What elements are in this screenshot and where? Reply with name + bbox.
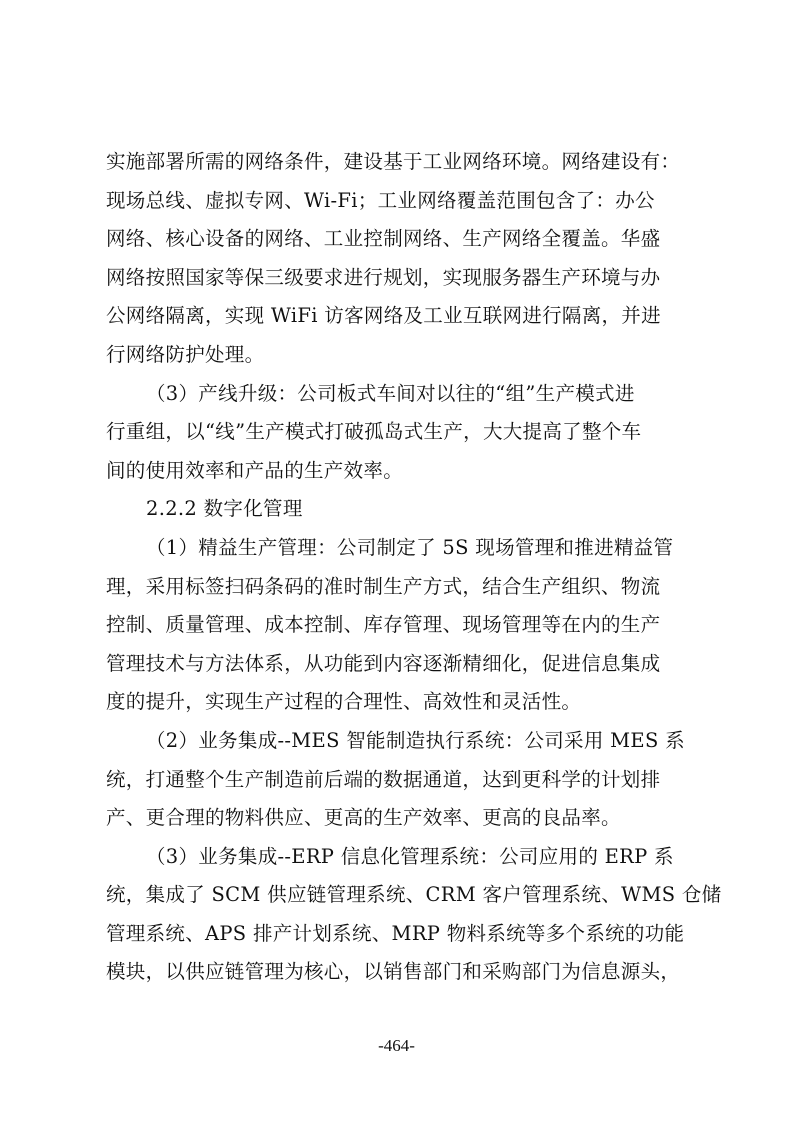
text-line: 行重组，以“线”生产模式打破孤岛式生产，大大提高了整个车 [106,420,642,444]
text-line: 网络按照国家等保三级要求进行规划，实现服务器生产环境与办 [106,265,661,289]
paragraph-start-line: （2）业务集成--MES 智能制造执行系统：公司采用 MES 系 [146,728,685,752]
paragraph-start-line: （3）产线升级：公司板式车间对以往的“组”生产模式进 [146,381,635,405]
text-line: 模块，以供应链管理为核心，以销售部门和采购部门为信息源头， [106,960,681,984]
text-line: 公网络隔离，实现 WiFi 访客网络及工业互联网进行隔离，并进 [106,304,661,328]
text-line: 管理技术与方法体系，从功能到内容逐渐精细化，促进信息集成 [106,651,661,675]
text-line: 产、更合理的物料供应、更高的生产效率、更高的良品率。 [106,806,621,830]
section-heading: 2.2.2 数字化管理 [146,497,303,521]
text-line: 控制、质量管理、成本控制、库存管理、现场管理等在内的生产 [106,613,661,637]
text-line: 管理系统、APS 排产计划系统、MRP 物料系统等多个系统的功能 [106,921,685,945]
text-line: 行网络防护处理。 [106,342,265,366]
text-line: 度的提升，实现生产过程的合理性、高效性和灵活性。 [106,690,582,714]
page-number: -464- [378,1036,415,1055]
paragraph-start-line: （1）精益生产管理：公司制定了 5S 现场管理和推进精益管 [146,535,674,559]
text-line: 统，打通整个生产制造前后端的数据通道，达到更科学的计划排 [106,767,661,791]
text-line: 统，集成了 SCM 供应链管理系统、CRM 客户管理系统、WMS 仓储 [106,883,722,907]
paragraph-start-line: （3）业务集成--ERP 信息化管理系统：公司应用的 ERP 系 [146,844,674,868]
text-line: 间的使用效率和产品的生产效率。 [106,458,404,482]
text-line: 实施部署所需的网络条件，建设基于工业网络环境。网络建设有： [106,150,681,173]
text-line: 现场总线、虚拟专网、Wi-Fi；工业网络覆盖范围包含了：办公 [106,188,655,212]
document-body [106,143,722,992]
text-line: 网络、核心设备的网络、工业控制网络、生产网络全覆盖。华盛 [106,227,661,251]
text-line: 理，采用标签扫码条码的准时制生产方式，结合生产组织、物流 [106,574,661,598]
